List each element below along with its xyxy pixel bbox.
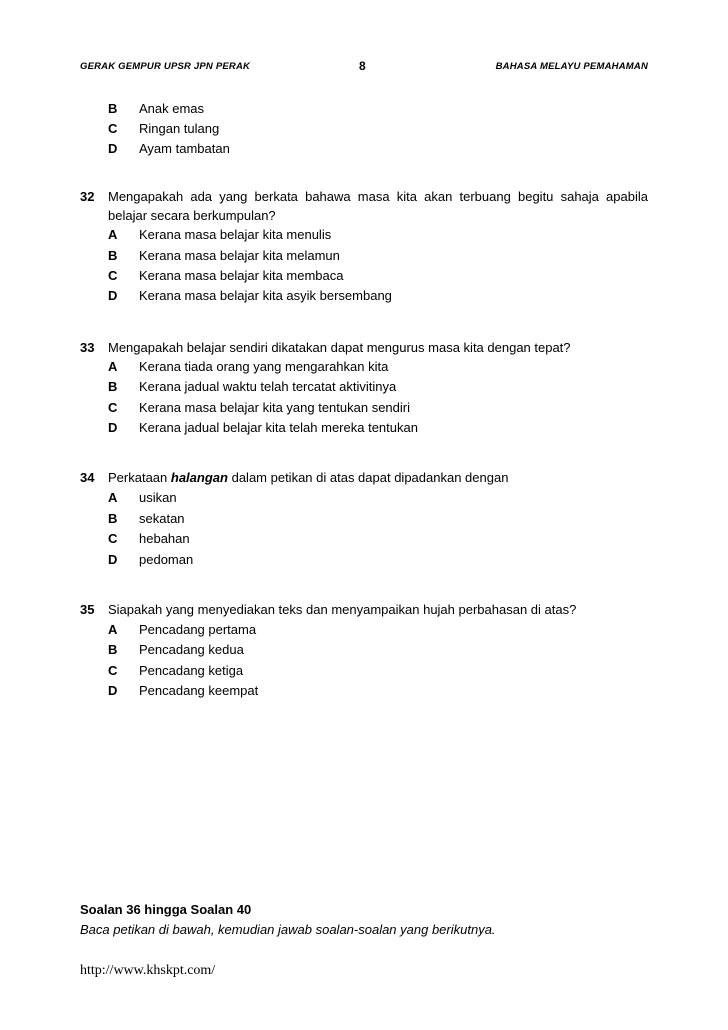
option-letter: A — [108, 490, 118, 505]
option-letter: A — [108, 359, 118, 374]
question-text: Mengapakah ada yang berkata bahawa masa kita akan terbuang begitu sahaja apabila belajar secara berkumpulan? — [108, 189, 648, 223]
option-text: Pencadang pertama — [139, 622, 257, 637]
option-text: Ringan tulang — [139, 121, 220, 136]
option-letter: D — [108, 683, 118, 698]
option-text: sekatan — [139, 511, 185, 526]
question-number: 35 — [80, 602, 95, 617]
option-letter: C — [108, 121, 118, 136]
option-text: Kerana jadual belajar kita telah mereka tentukan — [139, 420, 418, 435]
question-35 — [80, 600, 648, 619]
question-33 — [80, 338, 648, 357]
option-text: Kerana masa belajar kita menulis — [139, 227, 332, 242]
option-letter: B — [108, 379, 118, 394]
option-text: usikan — [139, 490, 177, 505]
option-text: Kerana masa belajar kita melamun — [139, 248, 340, 263]
option-letter: D — [108, 288, 118, 303]
header-subject-label: BAHASA MELAYU PEMAHAMAN — [495, 61, 648, 72]
option-text: Ayam tambatan — [139, 141, 230, 156]
question-34 — [80, 468, 648, 487]
option-text: Kerana masa belajar kita asyik bersembang — [139, 288, 392, 303]
page-header — [80, 59, 648, 75]
footer-url[interactable]: http://www.khskpt.com/ — [80, 963, 216, 978]
header-school-label: GERAK GEMPUR UPSR JPN PERAK — [80, 61, 251, 72]
question-32 — [80, 187, 648, 225]
option-letter: B — [108, 642, 118, 657]
option-text: Pencadang kedua — [139, 642, 244, 657]
option-letter: C — [108, 268, 118, 283]
option-letter: D — [108, 141, 118, 156]
question-text: Mengapakah belajar sendiri dikatakan dapat mengurus masa kita dengan tepat? — [108, 340, 571, 355]
option-text: Pencadang ketiga — [139, 663, 244, 678]
option-text: Kerana masa belajar kita yang tentukan sendiri — [139, 400, 410, 415]
option-text: hebahan — [139, 531, 190, 546]
question-number: 32 — [80, 189, 95, 204]
section-title: Soalan 36 hingga Soalan 40 — [80, 902, 252, 917]
option-letter: B — [108, 511, 118, 526]
option-letter: A — [108, 227, 118, 242]
emphasized-word: halangan — [170, 470, 228, 485]
question-number: 34 — [80, 470, 95, 485]
option-letter: D — [108, 420, 118, 435]
option-letter: C — [108, 400, 118, 415]
option-text: pedoman — [139, 552, 194, 567]
section-instruction: Baca petikan di bawah, kemudian jawab soalan-soalan yang berikutnya. — [80, 922, 496, 937]
question-text — [108, 468, 648, 487]
option-letter: A — [108, 622, 118, 637]
question-text-after: dalam petikan di atas dapat dipadankan dengan — [231, 470, 509, 485]
option-text: Anak emas — [139, 101, 205, 116]
question-number: 33 — [80, 340, 95, 355]
option-letter: B — [108, 248, 118, 263]
option-letter: C — [108, 663, 118, 678]
option-letter: D — [108, 552, 118, 567]
option-text: Pencadang keempat — [139, 683, 259, 698]
option-letter: B — [108, 101, 118, 116]
option-text: Kerana masa belajar kita membaca — [139, 268, 344, 283]
option-text: Kerana tiada orang yang mengarahkan kita — [139, 359, 389, 374]
option-letter: C — [108, 531, 118, 546]
question-text: Siapakah yang menyediakan teks dan menyampaikan hujah perbahasan di atas? — [108, 602, 577, 617]
option-text: Kerana jadual waktu telah tercatat aktivitinya — [139, 379, 397, 394]
question-text-before: Perkataan — [108, 470, 168, 485]
page-number: 8 — [359, 59, 366, 73]
